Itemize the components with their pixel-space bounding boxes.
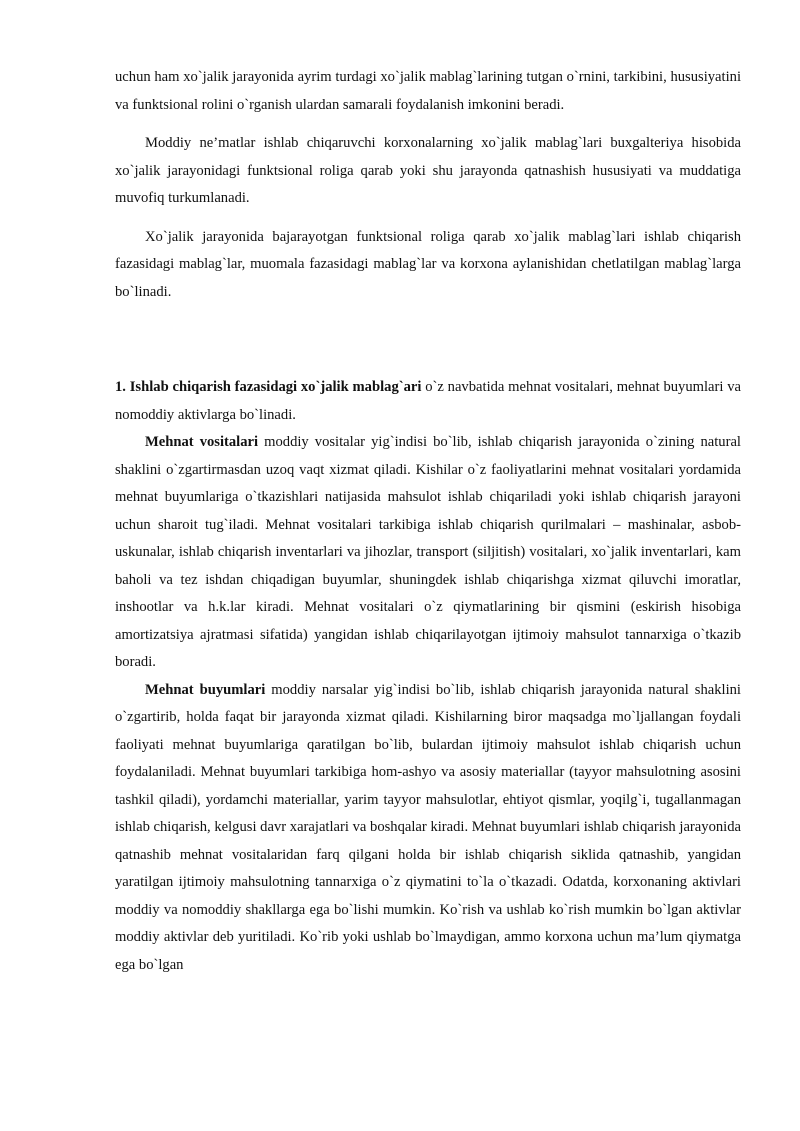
paragraph-material-goods: Moddiy ne’matlar ishlab chiqaruvchi korxonalarning xo`jalik mablag`lari buxgalteriya hisobida xo`jalik jarayonidagi funktsional roliga qarab yoki shu jarayonda qatnashish hususiyati va muddatiga muvofiq turkumlanadi. <box>115 135 741 206</box>
paragraph-objects-of-labor-text: moddiy narsalar yig`indisi bo`lib, ishlab chiqarish jarayonida natural shaklini o`zgartirib, holda faqat bir jarayonda xizmat qiladi. Kishilarning biror maqsadga mo`ljallangan foydali faoliyati mehnat buyumlariga qaratilgan bo`lib, bulardan ijtimoiy mahsulot ishlab chiqarish uchun foydalaniladi. Mehnat buyumlari tarkibiga hom-ashyo va asosiy materiallar (tayyor mahsulotning asosini tashkil qiladi), yordamchi materiallar, yarim tayyor mahsulotlar, ehtiyot qismlar, yoqilg`i, tugallanmagan ishlab chiqarish, kelgusi davr xarajatlari va boshqalar kiradi. Mehnat buyumlari ishlab chiqarish jarayonida qatnashib mehnat vositalaridan farq qilgani holda bir ishlab chiqarish siklida qatnashib, yangidan yaratilgan ijtimoiy mahsulotning tannarxiga o`z qiymatini to`la o`tkazadi. Odatda, korxonaning aktivlari moddiy va nomoddiy shakllarga ega bo`lishi mumkin. Ko`rish va ushlab ko`rish mumkin bo`lgan aktivlar moddiy aktivlar deb yuritiladi. Ko`rib yoki ushlab bo`lmaydigan, ammo korxona uchun ma’lum qiymatga ega bo`lgan <box>115 681 741 973</box>
paragraph-functional-role: Xo`jalik jarayonida bajarayotgan funktsional roliga qarab xo`jalik mablag`lari ishlab chiqarish fazasidagi mablag`lar, muomala fazasidagi mablag`lar va korxona aylanishidan chetlatilgan mablag`larga bo`linadi. <box>115 228 741 300</box>
section-heading-production-phase: 1. Ishlab chiqarish fazasidagi xo`jalik mablag`ari <box>115 379 422 395</box>
document-page <box>115 64 741 979</box>
paragraph-means-of-labor <box>115 429 741 677</box>
paragraph-production-phase-text: o`z navbatida mehnat vositalari, mehnat buyumlari va nomoddiy aktivlarga bo`linadi. <box>115 379 741 423</box>
paragraph-objects-of-labor <box>115 677 741 980</box>
paragraph-production-phase <box>115 374 741 429</box>
term-objects-of-labor: Mehnat buyumlari <box>145 681 266 698</box>
term-means-of-labor: Mehnat vositalari <box>145 434 259 450</box>
paragraph-intro-continuation: uchun ham xo`jalik jarayonida ayrim turdagi xo`jalik mablag`larining tutgan o`rnini, tarkibini, hususiyatini va funktsional rolini o`rganish ulardan samarali foydalanish imkonini beradi. <box>115 69 741 113</box>
paragraph-means-of-labor-text: moddiy vositalar yig`indisi bo`lib, ishlab chiqarish jarayonida o`zining natural shaklini o`zgartirmasdan uzoq vaqt xizmat qiladi. Kishilar o`z faoliyatlarini mehnat vositalari yordamida mehnat buyumlariga o`tkazishlari natijasida mahsulot ishlab chiqariladi yoki ishlab chiqarish jarayoni uchun sharoit tug`iladi. Mehnat vositalari tarkibiga ishlab chiqarish qurilmalari – mashinalar, asbob-uskunalar, ishlab chiqarish inventarlari va jihozlar, transport (siljitish) vositalari, xo`jalik inventarlari, kam baholi va tez ishdan chiqadigan buyumlar, shuningdek ishlab chiqarishga xizmat qiluvchi imoratlar, inshootlar va h.k.lar kiradi. Mehnat vositalari o`z qiymatlarining bir qismini (eskirish hisobiga amortizatsiya ajratmasi sifatida) yangidan ishlab chiqarilayotgan ijtimoiy mahsulot tannarxiga o`tkazib boradi. <box>115 434 741 670</box>
